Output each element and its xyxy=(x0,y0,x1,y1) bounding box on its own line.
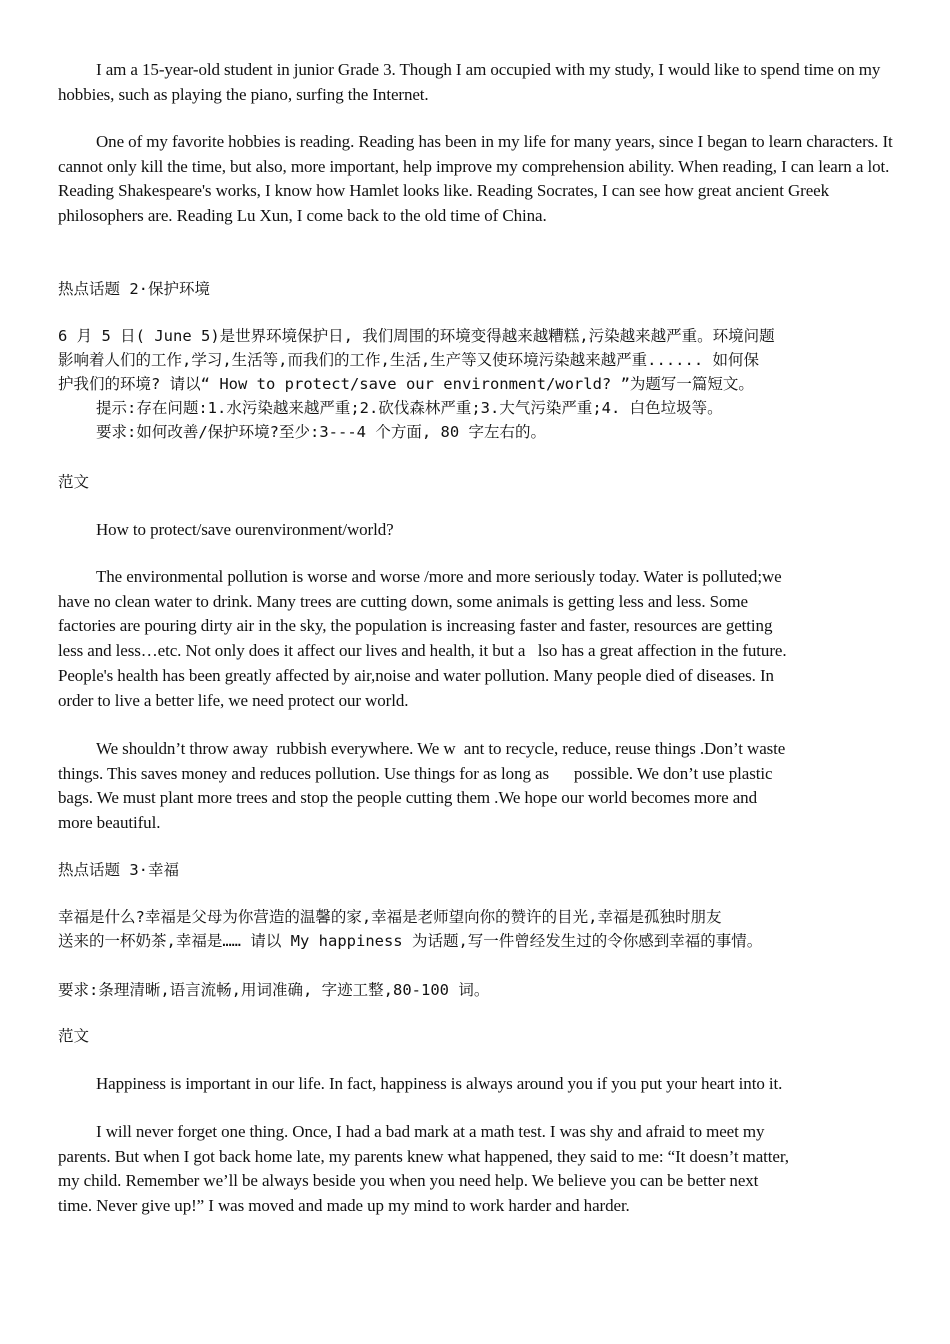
topic3-prompt-line: 幸福是什么?幸福是父母为你营造的温馨的家,幸福是老师望向你的赞许的目光,幸福是孤独时朋友 xyxy=(58,908,722,926)
essay-line: The environmental pollution is worse and worse /more and more seriously today. Water is polluted;we xyxy=(96,567,782,586)
topic2-essay-paragraph-2 xyxy=(58,737,900,836)
topic2-prompt-line: 护我们的环境? 请以“ How to protect/save our environment/world? ”为题写一篇短文。 xyxy=(58,375,754,393)
topic2-prompt-line: 6 月 5 日( June 5)是世界环境保护日, 我们周围的环境变得越来越糟糕,污染越来越严重。环境问题 xyxy=(58,327,775,345)
topic3-sample-label: 范文 xyxy=(58,1027,90,1045)
topic2-heading: 热点话题 2·保护环境 xyxy=(58,280,210,298)
topic3-prompt xyxy=(58,905,900,953)
intro-paragraph-1: I am a 15-year-old student in junior Grade 3. Though I am occupied with my study, I would like to spend time on my hobbies, such as playing the piano, surfing the Internet. xyxy=(58,60,881,104)
topic2-essay-title xyxy=(58,518,900,543)
essay-line: I will never forget one thing. Once, I had a bad mark at a math test. I was shy and afraid to meet my xyxy=(96,1122,765,1141)
essay-title: How to protect/save ourenvironment/world? xyxy=(96,520,394,539)
topic2-prompt-line: 影响着人们的工作,学习,生活等,而我们的工作,生活,生产等又使环境污染越来越严重...... 如何保 xyxy=(58,351,759,369)
essay-line: People's health has been greatly affected by air,noise and water pollution. Many people died of diseases. In xyxy=(58,665,774,685)
topic2-requirement: 要求:如何改善/保护环境?至少:3---4 个方面, 80 字左右的。 xyxy=(96,423,546,441)
essay-line: things. This saves money and reduces pollution. Use things for as long as possible. We don’t use plastic xyxy=(58,763,773,783)
essay-line: parents. But when I got back home late, my parents knew what happened, they said to me: “It doesn’t matter, xyxy=(58,1146,789,1166)
essay-line: bags. We must plant more trees and stop the people cutting them .We hope our world becomes more and xyxy=(58,788,757,808)
topic3-prompt-line: 送来的一杯奶茶,幸福是…… 请以 My happiness 为话题,写一件曾经发生过的令你感到幸福的事情。 xyxy=(58,932,763,950)
topic3-essay-paragraph-2 xyxy=(58,1120,900,1219)
intro-paragraph-2: One of my favorite hobbies is reading. Reading has been in my life for many years, since I began to learn characters. It cannot only kill the time, but also, more important, help improve my comprehension ability. When reading, I can learn a lot. Reading Shakespeare's works, I know how Hamlet looks like. Reading Socrates, I can see how great ancient Greek philosophers are. Reading Lu Xun, I come back to the old time of China. xyxy=(58,132,893,226)
topic2-prompt xyxy=(58,324,900,444)
topic3-essay-paragraph-1 xyxy=(58,1072,900,1097)
topic3-heading: 热点话题 3·幸福 xyxy=(58,861,179,879)
essay-line: less and less…etc. Not only does it affect our lives and health, it but a lso has a great affection in the future. xyxy=(58,641,787,661)
essay-line: time. Never give up!” I was moved and made up my mind to work harder and harder. xyxy=(58,1196,630,1216)
essay-line: order to live a better life, we need protect our world. xyxy=(58,690,409,710)
essay-line: Happiness is important in our life. In fact, happiness is always around you if you put your heart into it. xyxy=(96,1074,783,1093)
essay-line: factories are pouring dirty air in the sky, the population is increasing faster and faster, resources are getting xyxy=(58,616,773,636)
topic2-sample-label: 范文 xyxy=(58,473,90,491)
essay-line: have no clean water to drink. Many trees are cutting down, some animals is getting less and less. Some xyxy=(58,591,748,611)
essay-line: more beautiful. xyxy=(58,813,161,833)
topic3-requirement: 要求:条理清晰,语言流畅,用词准确, 字迹工整,80-100 词。 xyxy=(58,981,490,999)
essay-line: We shouldn’t throw away rubbish everywhere. We w ant to recycle, reduce, reuse things .Don’t waste xyxy=(96,739,786,758)
topic2-essay-paragraph-1 xyxy=(58,565,900,713)
essay-line: my child. Remember we’ll be always beside you when you need help. We believe you can be better next xyxy=(58,1171,759,1191)
topic2-hint: 提示:存在问题:1.水污染越来越严重;2.砍伐森林严重;3.大气污染严重;4. 白色垃圾等。 xyxy=(96,399,723,417)
